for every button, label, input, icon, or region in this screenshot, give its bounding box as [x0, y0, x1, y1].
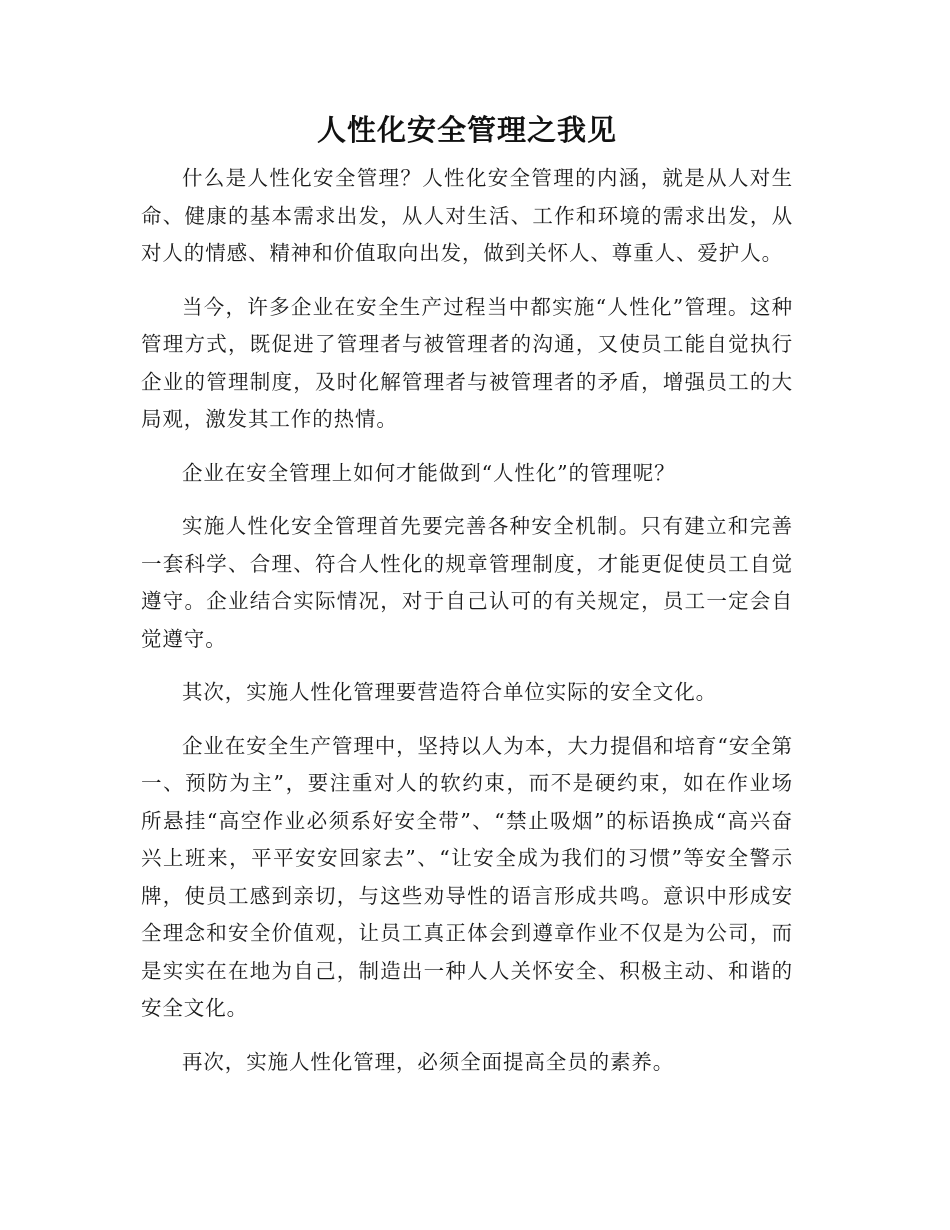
document-title: 人性化安全管理之我见 [316, 113, 617, 147]
paragraph-safety-culture: 企业在安全生产管理中，坚持以人为本，大力提倡和培育“安全第一、预防为主”，要注重对人的软约束，而不是硬约束，如在作业场所悬挂“高空作业必须系好安全带”、“禁止吸烟”的标语换成“高兴奋兴上班来，平平安安回家去”、“让安全成为我们的习惯”等安全警示牌，使员工感到亲切，与这些劝导性的语言形成共鸣。意识中形成安全理念和安全价值观，让员工真正体会到遵章作业不仅是为公司，而是实实在在地为自己，制造出一种人人关怀安全、积极主动、和谐的安全文化。 [141, 733, 793, 1020]
document-page [141, 110, 793, 1097]
paragraph-second-point: 其次，实施人性化管理要营造符合单位实际的安全文化。 [182, 680, 717, 704]
paragraph-current-practice: 当今，许多企业在安全生产过程当中都实施“人性化”管理。这种管理方式，既促进了管理者与被管理者的沟通，又使员工能自觉执行企业的管理制度，及时化解管理者与被管理者的矛盾，增强员工的大局观，激发其工作的热情。 [141, 294, 793, 431]
paragraph-third-point: 再次，实施人性化管理，必须全面提高全员的素养。 [182, 1049, 675, 1074]
paragraph-question: 企业在安全管理上如何才能做到“人性化”的管理呢？ [182, 460, 676, 485]
paragraph-first-point: 实施人性化安全管理首先要完善各种安全机制。只有建立和完善一套科学、合理、符合人性化的规章管理制度，才能更促使员工自觉遵守。企业结合实际情况，对于自己认可的有关规定，员工一定会自觉遵守。 [141, 514, 793, 651]
paragraph-definition: 什么是人性化安全管理？人性化安全管理的内涵，就是从人对生命、健康的基本需求出发，从人对生活、工作和环境的需求出发，从对人的情感、精神和价值取向出发，做到关怀人、尊重人、爱护人。 [141, 166, 793, 265]
